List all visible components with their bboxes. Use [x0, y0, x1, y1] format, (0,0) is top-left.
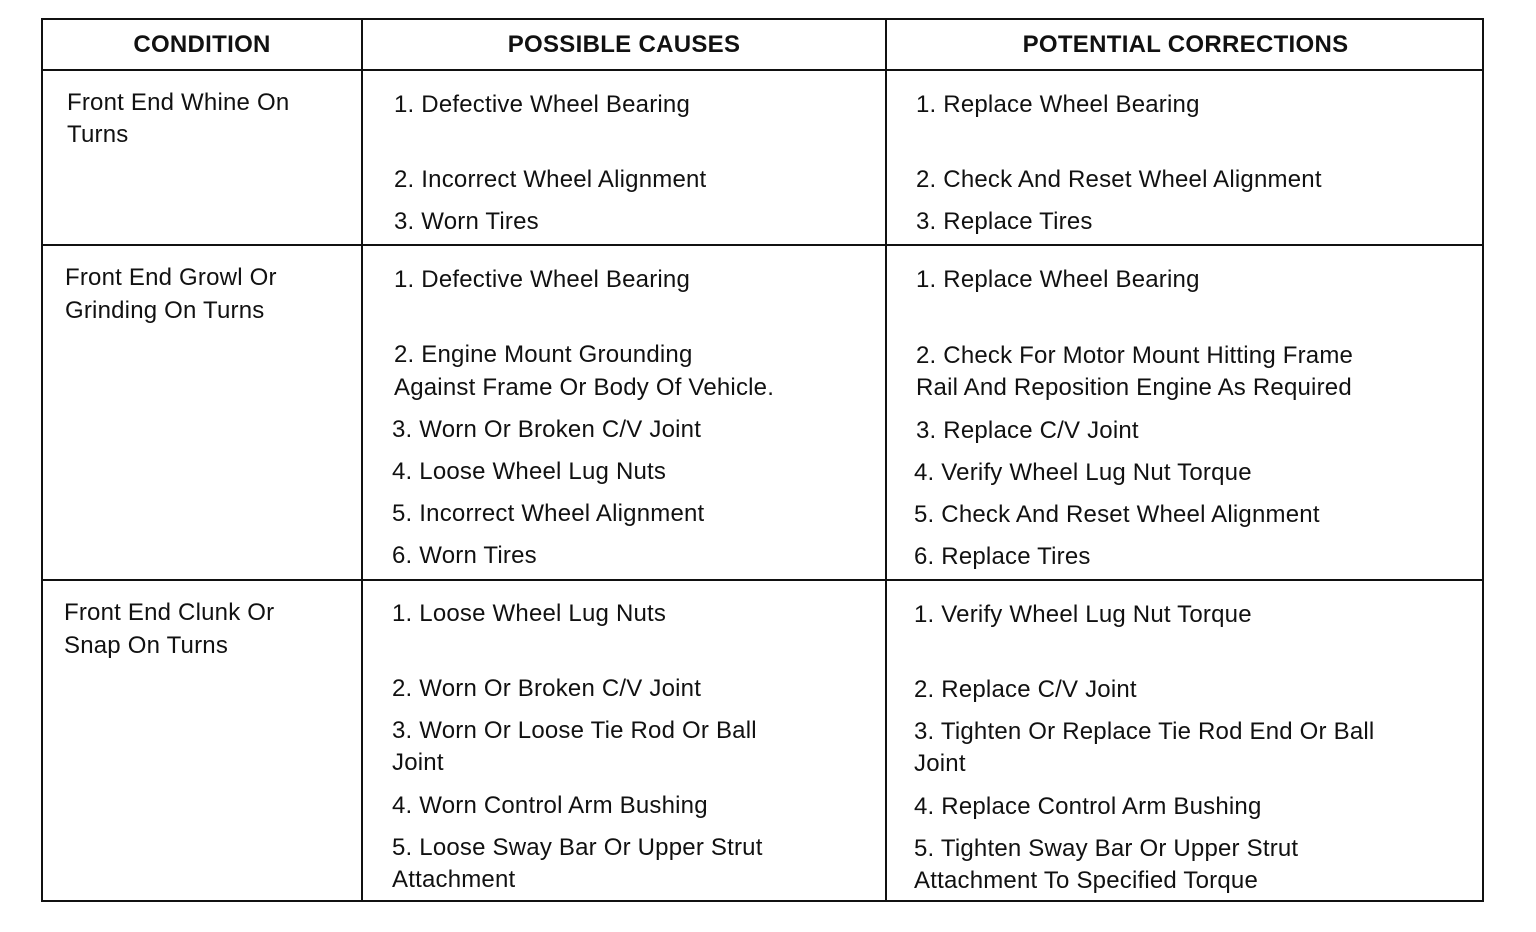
correction-line: Rail And Reposition Engine As Required: [916, 374, 1352, 401]
correction-line: 4. Replace Control Arm Bushing: [914, 793, 1262, 820]
cause-line: 1. Loose Wheel Lug Nuts: [392, 600, 667, 627]
cause-line: 1. Defective Wheel Bearing: [394, 91, 691, 118]
cause-line: 5. Incorrect Wheel Alignment: [392, 500, 705, 527]
row-divider: [43, 579, 1482, 581]
correction-line: 1. Replace Wheel Bearing: [916, 91, 1200, 118]
correction-line: 5. Tighten Sway Bar Or Upper Strut: [914, 835, 1299, 862]
header-potential-corrections: POTENTIAL CORRECTIONS: [1022, 31, 1349, 58]
column-divider: [361, 20, 363, 900]
condition-line: Snap On Turns: [64, 632, 229, 659]
correction-line: 1. Replace Wheel Bearing: [916, 266, 1200, 293]
cause-line: 3. Worn Tires: [394, 208, 539, 235]
cause-line: Against Frame Or Body Of Vehicle.: [394, 374, 775, 401]
correction-line: 6. Replace Tires: [914, 543, 1091, 570]
correction-line: 2. Check And Reset Wheel Alignment: [916, 166, 1322, 193]
cause-line: 6. Worn Tires: [392, 542, 537, 569]
correction-line: 2. Check For Motor Mount Hitting Frame: [916, 342, 1354, 369]
header-condition: CONDITION: [133, 31, 271, 58]
cause-line: 3. Worn Or Broken C/V Joint: [392, 416, 702, 443]
correction-line: 3. Replace C/V Joint: [916, 417, 1139, 444]
cause-line: 2. Engine Mount Grounding: [394, 341, 693, 368]
correction-line: 3. Replace Tires: [916, 208, 1093, 235]
cause-line: 2. Worn Or Broken C/V Joint: [392, 675, 702, 702]
condition-line: Front End Whine On: [67, 89, 290, 116]
row-divider: [43, 244, 1482, 246]
cause-line: 3. Worn Or Loose Tie Rod Or Ball: [392, 717, 757, 744]
header-possible-causes: POSSIBLE CAUSES: [507, 31, 741, 58]
condition-line: Grinding On Turns: [65, 297, 265, 324]
cause-line: Joint: [392, 749, 444, 776]
correction-line: 2. Replace C/V Joint: [914, 676, 1137, 703]
cause-line: Attachment: [392, 866, 516, 893]
condition-line: Turns: [67, 121, 129, 148]
troubleshooting-table: [41, 18, 1484, 902]
correction-line: 3. Tighten Or Replace Tie Rod End Or Ball: [914, 718, 1375, 745]
condition-line: Front End Growl Or: [65, 264, 277, 291]
cause-line: 2. Incorrect Wheel Alignment: [394, 166, 707, 193]
correction-line: Joint: [914, 750, 966, 777]
condition-line: Front End Clunk Or: [64, 599, 275, 626]
correction-line: 5. Check And Reset Wheel Alignment: [914, 501, 1320, 528]
correction-line: 4. Verify Wheel Lug Nut Torque: [914, 459, 1252, 486]
correction-line: 1. Verify Wheel Lug Nut Torque: [914, 601, 1252, 628]
correction-line: Attachment To Specified Torque: [914, 867, 1258, 894]
cause-line: 4. Worn Control Arm Bushing: [392, 792, 708, 819]
column-divider: [885, 20, 887, 900]
cause-line: 5. Loose Sway Bar Or Upper Strut: [392, 834, 763, 861]
cause-line: 1. Defective Wheel Bearing: [394, 266, 691, 293]
cause-line: 4. Loose Wheel Lug Nuts: [392, 458, 667, 485]
